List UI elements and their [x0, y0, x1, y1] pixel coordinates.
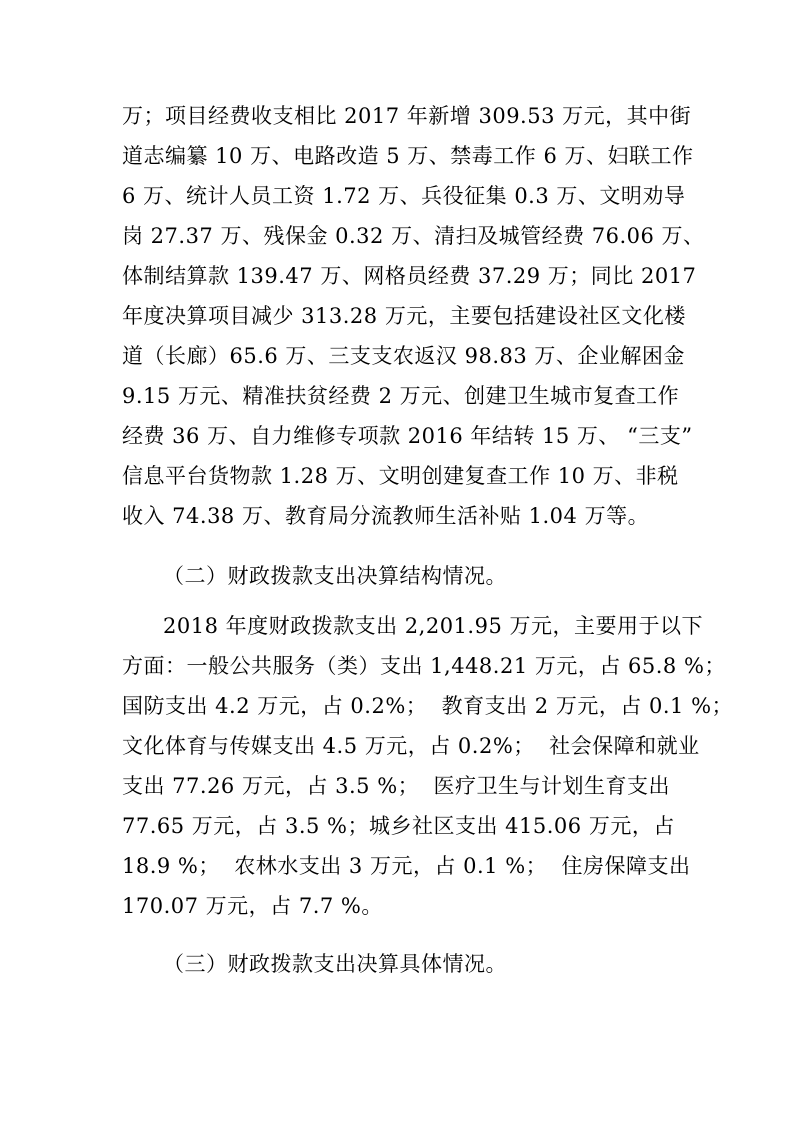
text-line: 岗 27.37 万、残保金 0.32 万、清扫及城管经费 76.06 万、: [122, 224, 705, 248]
text-line: 信息平台货物款 1.28 万、文明创建复查工作 10 万、非税: [122, 464, 679, 488]
text-line: 经费 36 万、自力维修专项款 2016 年结转 15 万、 “三支”: [122, 424, 693, 448]
text-line: 6 万、统计人员工资 1.72 万、兵役征集 0.3 万、文明劝导: [122, 184, 686, 208]
section-heading-details: （三）财政拨款支出决算具体情况。: [163, 952, 507, 976]
text-line: 支出 77.26 万元，占 3.5 %； 医疗卫生与计划生育支出: [122, 774, 671, 798]
text-line: 文化体育与传媒支出 4.5 万元，占 0.2%； 社会保障和就业: [122, 734, 700, 758]
text-line: 年度决算项目减少 313.28 万元，主要包括建设社区文化楼: [122, 304, 686, 328]
text-line: 道志编纂 10 万、电路改造 5 万、禁毒工作 6 万、妇联工作: [122, 144, 694, 168]
text-line: 国防支出 4.2 万元，占 0.2%； 教育支出 2 万元，占 0.1 %；: [122, 694, 734, 718]
text-line: 方面：一般公共服务（类）支出 1,448.21 万元，占 65.8 %；: [122, 654, 726, 678]
text-line: 收入 74.38 万、教育局分流教师生活补贴 1.04 万等。: [122, 504, 650, 528]
text-line: 170.07 万元，占 7.7 %。: [122, 894, 383, 918]
text-line: 2018 年度财政拨款支出 2,201.95 万元，主要用于以下: [163, 614, 703, 638]
text-line: 道（长廊）65.6 万、三支支农返汉 98.83 万、企业解困金: [122, 344, 685, 368]
section-heading-structure: （二）财政拨款支出决算结构情况。: [163, 564, 507, 588]
text-line: 9.15 万元、精准扶贫经费 2 万元、创建卫生城市复查工作: [122, 384, 680, 408]
text-line: 18.9 %； 农林水支出 3 万元，占 0.1 %； 住房保障支出: [122, 854, 691, 878]
text-line: 77.65 万元，占 3.5 %；城乡社区支出 415.06 万元，占: [122, 814, 675, 838]
text-line: 体制结算款 139.47 万、网格员经费 37.29 万；同比 2017: [122, 264, 697, 288]
text-line: 万；项目经费收支相比 2017 年新增 309.53 万元，其中街: [122, 104, 692, 128]
